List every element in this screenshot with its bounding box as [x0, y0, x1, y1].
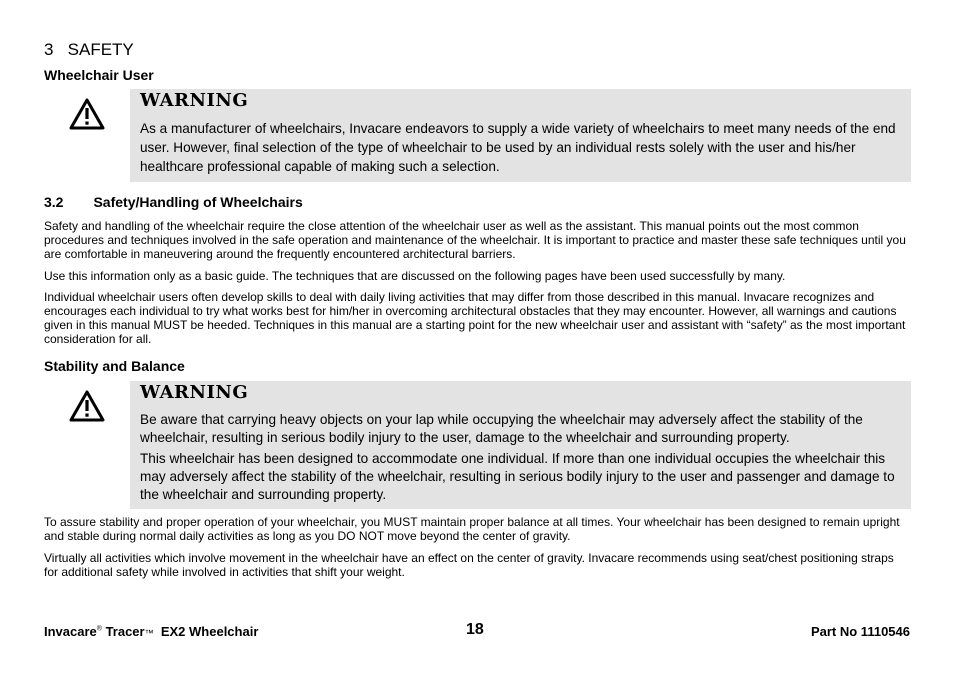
- footer-brand: Invacare: [44, 624, 97, 639]
- paragraph: Use this information only as a basic guide. The techniques that are discussed on the following pages have been used successfully by many.: [44, 269, 786, 283]
- subsection-title: Safety/Handling of Wheelchairs: [93, 194, 303, 210]
- page-number: 18: [466, 621, 484, 638]
- registered-mark: ®: [96, 625, 102, 633]
- wheelchair-user-heading: Wheelchair User: [44, 67, 154, 83]
- paragraph: Virtually all activities which involve movement in the wheelchair have an effect on the center of gravity. Invacare recommends using seat/chest positioning straps for additional safety while involved in activities that shift your weight.: [44, 551, 894, 579]
- warning-text: This wheelchair has been designed to accommodate one individual. If more than one individual occupies the wheelchair this may adversely affect the stability of the wheelchair, resulting in serious bodily injury to the user and passenger and damage to the wheelchair and surrounding property.: [140, 451, 895, 502]
- subsection-heading: [44, 194, 303, 210]
- stability-heading: Stability and Balance: [44, 358, 185, 374]
- warning-title: WARNING: [140, 382, 249, 403]
- warning-title: WARNING: [140, 90, 249, 111]
- section-number: 3: [44, 40, 54, 59]
- part-number: Part No 1110546: [810, 624, 910, 639]
- warning-triangle-icon: [68, 389, 106, 423]
- warning-box-wheelchair-user: [130, 89, 911, 182]
- warning-text: Be aware that carrying heavy objects on your lap while occupying the wheelchair may adversely affect the stability of the wheelchair, resulting in serious bodily injury to the user, damage to the wheelchair and surrounding property.: [140, 412, 863, 445]
- footer-model: EX2 Wheelchair: [160, 624, 259, 639]
- footer-product: [44, 624, 258, 639]
- footer-product-name: Tracer: [105, 624, 145, 639]
- section-title-text: SAFETY: [67, 40, 134, 59]
- paragraph: Safety and handling of the wheelchair require the close attention of the wheelchair user as well as the assistant. This manual points out the most common procedures and techniques involved in the safe operation and maintenance of the wheelchair. It is important to practice and master these safe techniques until you are comfortable in maneuvering around the frequently encountered architectural barriers.: [44, 219, 906, 261]
- paragraph: Individual wheelchair users often develop skills to deal with daily living activities that may differ from those described in this manual. Invacare recognizes and encourages each individual to try what works best for him/her in overcoming architectural obstacles that they may encounter. However, all warnings and cautions given in this manual MUST be heeded. Techniques in this manual are a starting point for the new wheelchair user and assistant with “safety” as the most important consideration for all.: [44, 290, 906, 346]
- warning-text: As a manufacturer of wheelchairs, Invacare endeavors to supply a wide variety of wheelchairs to meet many needs of the end user. However, final selection of the type of wheelchair to be used by an individual rests solely with the user and his/her healthcare professional capable of making such a selection.: [140, 121, 896, 174]
- section-title: [44, 40, 134, 60]
- warning-triangle-icon: [68, 97, 106, 131]
- warning-box-stability: [130, 381, 911, 509]
- subsection-number: 3.2: [44, 194, 64, 210]
- trademark-mark: ™: [144, 628, 154, 638]
- paragraph: To assure stability and proper operation of your wheelchair, you MUST maintain proper balance at all times. Your wheelchair has been designed to remain upright and stable during normal daily activities as long as you DO NOT move beyond the center of gravity.: [44, 515, 900, 543]
